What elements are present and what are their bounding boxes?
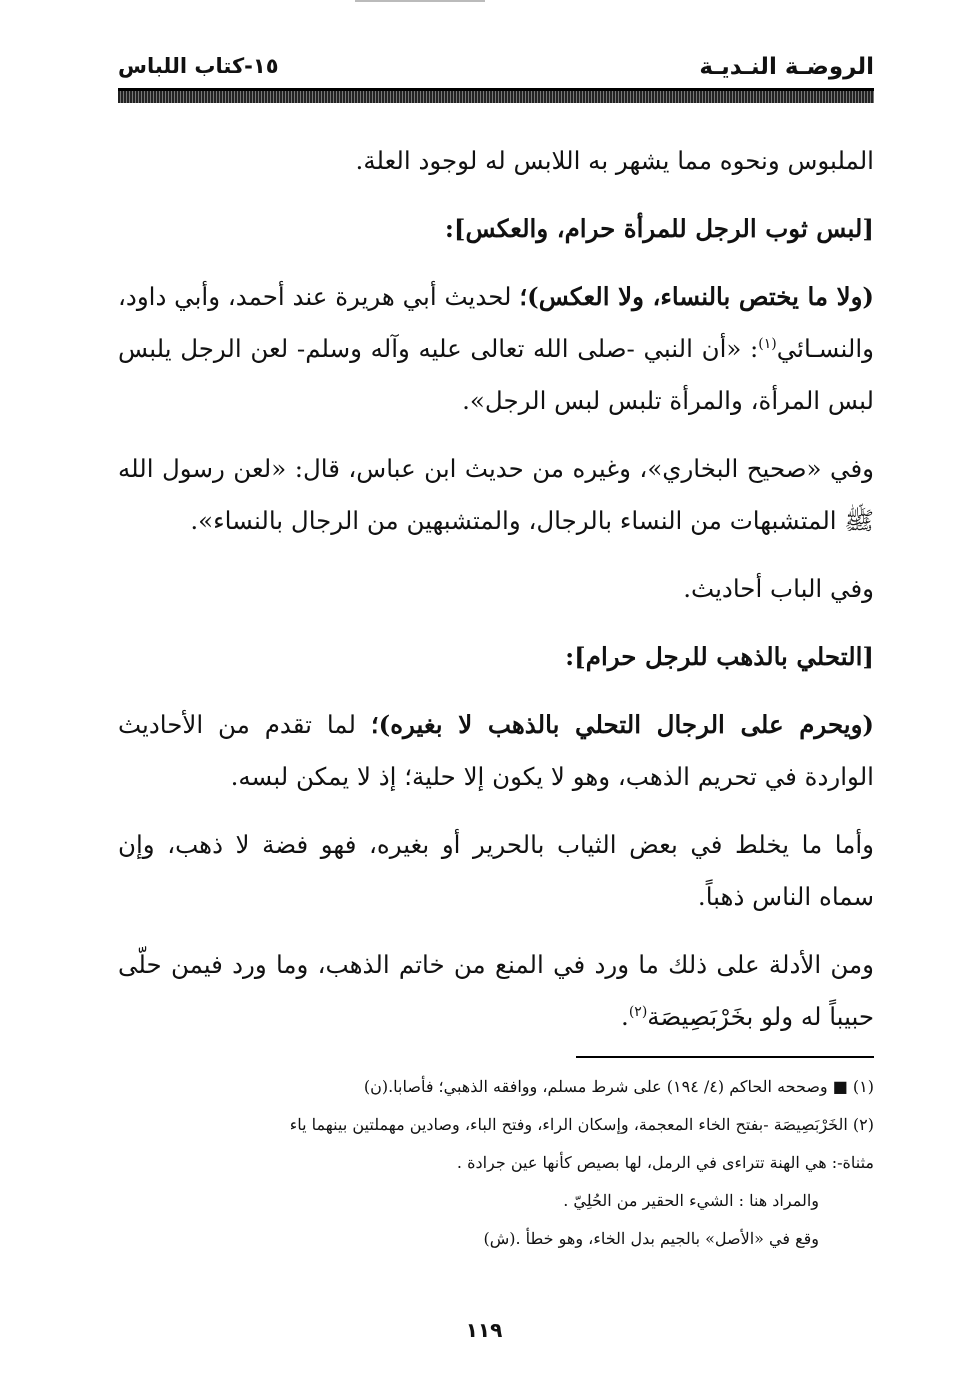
footnote-ref-1: (١) bbox=[758, 335, 777, 352]
commentary-text: . bbox=[621, 1002, 629, 1031]
footnote-2-cont: مثناة-: هي الهنة تتراءى في الرمل، لها بصيص كأنها عين جرادة . bbox=[456, 1153, 874, 1172]
footnotes bbox=[118, 1068, 874, 1258]
paragraph-1: الملبوس ونحوه مما يشهر به اللابس له لوجود العلة. bbox=[355, 146, 874, 175]
paragraph-7 bbox=[118, 939, 874, 1043]
footnote-1: (١) ■ وصححه الحاكم (٤/ ١٩٤) على شرط مسلم، ووافقه الذهبي؛ فأصابا.(ن) bbox=[363, 1077, 874, 1096]
chapter-title: ١٥-كتاب اللباس bbox=[118, 54, 279, 78]
paragraph-6: وأما ما يخلط في بعض الثياب بالحرير أو بغيره، فهو فضة لا ذهب، وإن سماه الناس ذهباً. bbox=[118, 830, 874, 911]
page-header bbox=[118, 50, 874, 86]
header-rule bbox=[118, 88, 874, 103]
footnote-separator bbox=[576, 1056, 874, 1058]
book-title: الروضـة النـديـة bbox=[699, 54, 874, 80]
page-number: ١١٩ bbox=[465, 1318, 503, 1342]
paragraph-2 bbox=[118, 271, 874, 427]
footnote-2-note: وقع في «الأصل» بالجيم بدل الخاء، وهو خطأ .(ش) bbox=[483, 1229, 819, 1248]
paragraph-4: وفي الباب أحاديث. bbox=[683, 574, 874, 603]
commentary-text: ومن الأدلة على ذلك ما ورد في المنع من خاتم الذهب، وما ورد فيمن حلّى حبيباً له ولو بخَرْبَصِيصَة bbox=[118, 950, 874, 1031]
footnote-2: (٢) الخَرْبَصِيصَة -بفتح الخاء المعجمة، وإسكان الراء، وفتح الباء، وصادين مهملتين بينهما ياء bbox=[289, 1115, 874, 1134]
paragraph-5 bbox=[118, 699, 874, 803]
footnote-ref-2: (٢) bbox=[628, 1003, 648, 1020]
section-heading-2: [التحلي بالذهب للرجل حرام]: bbox=[565, 642, 874, 671]
commentary-text: لحديث أبي هريرة عند أحمد، وأبي داود، والنسـائي bbox=[118, 282, 874, 363]
top-edge-line bbox=[355, 0, 485, 2]
section-heading-1: [لبس ثوب الرجل للمرأة حرام، والعكس]: bbox=[444, 214, 874, 243]
commentary-text: لما تقدم من الأحاديث الواردة في تحريم الذهب، وهو لا يكون إلا حلية؛ إذ لا يمكن لبسه. bbox=[118, 710, 874, 791]
matn-text: (ولا ما يختص بالنساء، ولا العكس)؛ bbox=[519, 282, 874, 311]
main-text bbox=[118, 135, 874, 1043]
paragraph-3: وفي «صحيح البخاري»، وغيره من حديث ابن عباس، قال: «لعن رسول الله ﷺ المتشبهات من النساء بالرجال، والمتشبهين من الرجال بالنساء». bbox=[118, 454, 874, 535]
matn-text: (ويحرم على الرجال التحلي بالذهب لا بغيره)؛ bbox=[370, 710, 874, 739]
footnote-2-note: والمراد هنا : الشيء الحقير من الحُلِيّ . bbox=[563, 1191, 819, 1210]
commentary-text: : «أن النبي -صلى الله تعالى عليه وآله وسلم- لعن الرجل يلبس لبس المرأة، والمرأة تلبس لبس الرجل». bbox=[118, 334, 874, 415]
